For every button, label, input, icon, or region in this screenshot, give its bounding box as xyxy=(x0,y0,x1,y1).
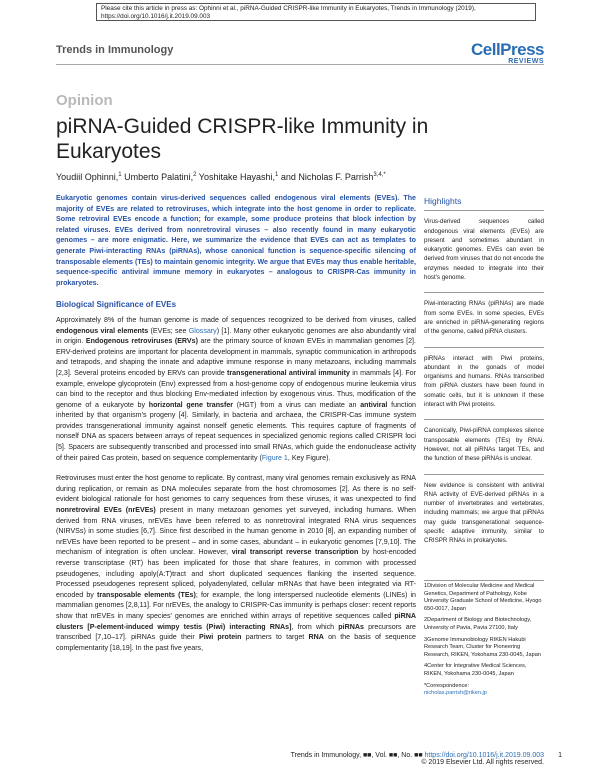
journal-name: Trends in Immunology xyxy=(56,44,174,56)
highlight-text: Piwi-interacting RNAs (piRNAs) are made from some EVEs. In some species, EVEs are enriched in piRNA-generating regions of the genome, called piRNA clusters. xyxy=(424,300,544,336)
logo-main-text: CellPress xyxy=(471,40,544,59)
affiliation: 2Department of Biology and Biotechnology, University of Pavia, Pavia 27100, Italy xyxy=(424,617,532,631)
correspondence-label: *Correspondence: xyxy=(424,682,470,689)
footer-doi-link[interactable]: https://doi.org/10.1016/j.it.2019.09.003 xyxy=(424,752,544,759)
highlights-title: Highlights xyxy=(424,196,462,206)
text: on the basis of sequence complementarity [18,19]. In the past five years, xyxy=(56,633,416,652)
term: viral transcript reverse transcription xyxy=(231,548,359,557)
abstract: Eukaryotic genomes contain virus-derived sequences called endogenous viral elements (EVEs). The majority of EVEs are related to retroviruses, which integrate into the host genome in order to replicate. Some retroviral EVEs encode a function; for example, some produce proteins that block infection by related viruses. EVEs derived from nonretroviral viruses – also recently found in many eukaryotic genomes – are more enigmatic. Here, we summarize the evidence that EVEs can act as templates to generate Piwi-interacting RNAs (piRNAs), whose canonical function is sequence-specific silencing of transposable elements (TEs) to maintain genomic integrity. We argue that EVEs may thus enable heritable, sequence-specific antiviral immune memory in eukaryotes – analogous to CRISPR-Cas immunity in prokaryotes. xyxy=(56,194,416,287)
logo-sub-text: REVIEWS xyxy=(508,58,544,65)
highlight-item xyxy=(424,474,544,556)
author-affil-sup: 1 xyxy=(118,172,122,178)
text: ) [1]. Many other eukaryotic genomes are also abundantly viral in origin. xyxy=(56,326,416,346)
main-column xyxy=(56,193,416,663)
author-name[interactable]: and Nicholas F. Parrish xyxy=(280,172,374,182)
term: RNA xyxy=(308,633,324,642)
text: function inherited by that organism's progeny [4]. Similarly, in bacteria and archaea, the CRISPR-Cas immune system provides transgenerational immunity against nonself genetic elements. This requires capture of fragments of nonself DNA as spacers between arrays of repeat sequences in specialized genomic regions called CRISPR loci [5]. Spacers are subsequently transcribed and processed into small RNAs, which guide the endonuclease activity of their paired Cas protein, based on sequence complementarity ( xyxy=(56,400,416,462)
text: present in many metazoan genomes yet surveyed, including humans. When derived from RNA viruses, nrEVEs have been referred to as nonretroviral integrated RNA virus sequences (NIRVSs) in some studies [6,7]. Since first described in the human genome in 2010 [8], an expanding number of nrEVEs have been reported to be present – and in some cases, abundant – in eukaryotic genomes [7,9,10]. The mechanism of integration is often unclear. However, xyxy=(56,506,417,557)
highlight-text: Canonically, Piwi-piRNA complexes silence transposable elements (TEs) by RNAi. However, not all piRNAs target TEs, and the function of these piRNAs is unclear. xyxy=(424,427,544,463)
highlight-text: Virus-derived sequences called endogenous viral elements (EVEs) are present and sometimes abundant in eukaryotic genomes. EVEs can even be derived from viruses that do not encode the enzymes needed to integrate into their host's genome. xyxy=(424,218,544,282)
term: endogenous viral elements xyxy=(56,326,149,335)
author-affil-sup: 1 xyxy=(275,172,279,178)
page-number: 1 xyxy=(558,752,562,759)
citation-notice: Please cite this article in press as: Ophinni et al., piRNA-Guided CRISPR-like Immunity in Eukaryotes, Trends in Immunology (2019), https://doi.org/10.1016/j.it.2019.09.003 xyxy=(96,3,536,21)
body-paragraph-1 xyxy=(56,315,416,463)
affiliation: 3Genome Immunobiology RIKEN Hakubi Research Team, Cluster for Pioneering Research, RIKEN, Yokohama 230-0045, Japan xyxy=(424,636,541,658)
cellpress-logo[interactable] xyxy=(471,40,544,65)
author-name[interactable]: Yoshitake Hayashi, xyxy=(198,172,276,182)
text: ; for example, the long interspersed nucleotide elements (LINEs) in mammalian genomes [2,8,11]. For nrEVEs, the analogy to CRISPR-Cas immunity is perhaps closer: recent reports show that nrEVEs in many species' genomes are enriched within arrays of repetitive sequences called xyxy=(56,590,416,620)
footer-copyright: © 2019 Elsevier Ltd. All rights reserved. xyxy=(421,759,544,766)
term: piRNAs xyxy=(338,622,364,631)
correspondence xyxy=(424,683,544,698)
highlight-text: New evidence is consistent with antiviral RNA activity of EVE-derived piRNAs in a number of invertebrates and vertebrates, including mammals; we argue that piRNAs may guide transgenerational sequence-specific adaptive immunity, similar to CRISPR RNAs in prokaryotes. xyxy=(424,481,544,545)
footer-citation: Trends in Immunology, ■■, Vol. ■■, No. ■■ xyxy=(290,752,423,759)
term: Piwi protein xyxy=(199,633,242,642)
text: Retroviruses must enter the host genome to replicate. By contrast, many viral genomes remain exclusively as RNA during replication, or remain as DNA molecules separate from the host chromosomes [2]. As there is no self-evident biological rationale for host genomes to carry sequences from these viruses, it was unexpected to find xyxy=(56,474,416,504)
highlight-item xyxy=(424,292,544,346)
highlight-item xyxy=(424,347,544,420)
affiliations-divider xyxy=(424,580,544,581)
text: are the primary source of known EVEs in mammalian genomes [2]. ERV-derived proteins are important for placenta development in mammals, synaptic communication in arthropods and tetrapods, and shaping the innate and adaptive immune response in many metazoans, including mammals [2,3]. Several proteins encoded by ERVs can provide xyxy=(56,337,416,377)
author-affil-sup: 3,4,* xyxy=(373,172,386,178)
text: by host-encoded reverse transcriptase (RT) has been implicated for those that share features, in common with processed pseudogenes, including apoly(A:T)tract and short duplicated sequences flanking the inserted sequence. Processed pseudogenes represent spliced, polyadenylated, cellular mRNAs that have been integrated via RT-encoded by xyxy=(56,548,416,599)
term: nonretroviral EVEs (nrEVEs) xyxy=(56,506,156,515)
text: partners to target xyxy=(241,633,309,642)
page-footer xyxy=(56,752,562,766)
highlight-text: piRNAs interact with Piwi proteins, abundant in the gonads of model organisms and humans. RNAs transcribed from piRNA clusters have been found in somatic cells, but it is unknown if these interact with Piwi proteins. xyxy=(424,354,544,409)
author-name[interactable]: Umberto Palatini, xyxy=(124,172,194,182)
highlight-item xyxy=(424,210,544,292)
correspondence-email[interactable]: nicholas.parrish@riken.jp xyxy=(424,690,487,697)
text: , from which xyxy=(291,622,339,631)
term: Endogenous retroviruses (ERVs) xyxy=(85,337,198,346)
article-type-label: Opinion xyxy=(56,92,113,109)
term: transposable elements (TEs) xyxy=(96,590,196,599)
text: in mammals [4]. For example, envelope glycoprotein (Env) expressed from a host-genome copy of endogenous murine leukemia virus can bind to the receptor and thus blocking Env-mediated infection by exogenous virus. Thus, modification of the genome of a eukaryote by xyxy=(56,368,416,409)
text: Approximately 8% of the human genome is made of sequences recognized to be derived from viruses, called xyxy=(56,315,416,324)
affiliation: 4Center for Integrative Medical Sciences, RIKEN, Yokohama 230-0045, Japan xyxy=(424,663,527,677)
author-list xyxy=(56,172,386,182)
term: transgenerational antiviral immunity xyxy=(227,368,350,377)
text: precursors are transcribed [7,10–17]. piRNAs guide their xyxy=(56,622,416,642)
figure-link[interactable]: Figure 1 xyxy=(261,453,288,462)
header-divider xyxy=(56,64,544,65)
text: (HGT) from a virus can mediate an xyxy=(233,400,361,409)
glossary-link[interactable]: Glossary xyxy=(188,326,217,335)
highlight-item xyxy=(424,419,544,473)
term: piRNA clusters [P-element-induced wimpy testis (Piwi) interacting RNAs] xyxy=(56,611,416,631)
affiliations xyxy=(424,580,544,702)
term: antiviral xyxy=(360,400,388,409)
highlights-box xyxy=(424,193,544,556)
affiliation: 1Division of Molecular Medicine and Medical Genetics, Department of Pathology, Kobe University Graduate School of Medicine, Hyogo 650-0017, Japan xyxy=(424,583,542,612)
article-title: piRNA-Guided CRISPR-like Immunity in Eukaryotes xyxy=(56,115,429,163)
term: horizontal gene transfer xyxy=(148,400,234,409)
author-name[interactable]: Youdiil Ophinni, xyxy=(56,172,119,182)
text: , Key Figure). xyxy=(287,453,331,462)
body-paragraph-2 xyxy=(56,473,416,653)
author-affil-sup: 2 xyxy=(193,172,197,178)
section-heading: Biological Significance of EVEs xyxy=(56,300,177,310)
text: (EVEs; see xyxy=(148,326,189,335)
